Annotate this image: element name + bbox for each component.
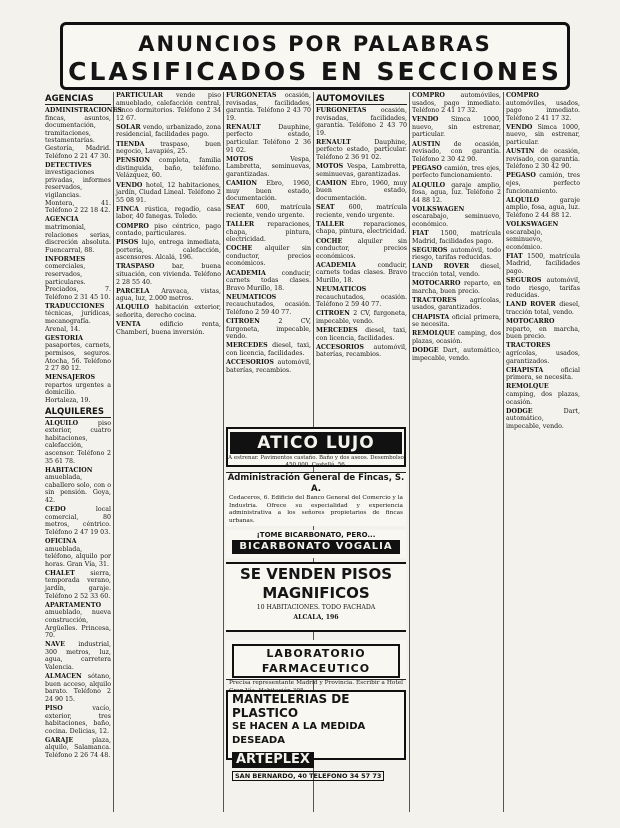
- classified-ad: [412, 116, 501, 139]
- column-1: [45, 92, 122, 812]
- classified-ad-keyword: ACADEMIA: [316, 261, 378, 269]
- column-rule: [113, 92, 114, 812]
- classified-ad-keyword: ALMACEN: [45, 673, 88, 681]
- classified-ad-text: diesel, taxi, con licencia, facilidades.: [316, 327, 407, 342]
- classified-ad: [412, 330, 501, 345]
- classified-ad: [506, 124, 580, 147]
- classified-ad: [45, 538, 111, 568]
- classified-ad-keyword: MERCEDES: [316, 327, 366, 335]
- column-3b: [316, 92, 407, 422]
- classified-ad: [45, 420, 111, 466]
- classified-ad-keyword: VENDO: [506, 123, 538, 131]
- display-ad-administracion: [226, 472, 406, 526]
- classified-ad-text: Simca 1000, nuevo, sin estrenar, particular.: [412, 116, 501, 139]
- ad-bicarbonato-top: ¡TOME BICARBONATO, PERO...: [256, 531, 376, 539]
- classified-ad-keyword: MOTOS: [226, 155, 291, 163]
- classified-ad: [45, 467, 111, 505]
- classified-ad-text: reparto, en marcha, buen precio.: [412, 280, 501, 295]
- classified-ad-keyword: TRASPASO: [116, 263, 172, 271]
- classified-ad-keyword: DODGE: [506, 407, 564, 415]
- classified-ad: [316, 180, 407, 203]
- classified-ad-keyword: TALLER: [316, 220, 364, 228]
- classified-ad: [412, 206, 501, 229]
- classified-ad: [45, 256, 111, 302]
- display-ad-atico: [226, 427, 406, 467]
- ad-list-agencias: [45, 107, 122, 405]
- classified-ad-text: reparaciones, chapa, pintura, electricidad.: [226, 221, 311, 244]
- classified-ad-keyword: COCHE: [226, 245, 265, 253]
- ad-manteleria-brand: ARTEPLEX: [232, 752, 314, 768]
- classified-ad-keyword: SOLAR: [116, 123, 143, 131]
- classified-ad-keyword: HABITACION: [45, 466, 93, 474]
- classified-ad-keyword: COMPRO: [116, 222, 155, 230]
- classified-ad-keyword: DODGE: [412, 346, 443, 354]
- masthead-line-2: CLASIFICADOS EN SECCIONES: [68, 57, 562, 86]
- classified-ad-text: reparto, en marcha, buen precio.: [506, 325, 580, 341]
- classified-ad: [316, 139, 407, 162]
- classified-ad-keyword: ACADEMIA: [226, 269, 282, 277]
- classified-ad-text: oficial primera, se necesita.: [506, 366, 580, 382]
- classified-ad: [45, 162, 111, 215]
- ad-list-column-3b: [316, 107, 407, 359]
- classified-ad: [412, 92, 501, 115]
- classified-ad: [412, 263, 501, 278]
- column-rule: [409, 92, 410, 812]
- classified-ad-keyword: PEGASO: [506, 172, 540, 180]
- classified-ad-keyword: GARAJE: [45, 736, 93, 744]
- classified-ad-text: Simca 1000, nuevo, sin estrenar, particular.: [506, 123, 580, 147]
- classified-ad-keyword: VOLKSWAGEN: [506, 221, 559, 228]
- classified-ad: [116, 304, 221, 319]
- classified-ad-keyword: CEDO: [45, 506, 96, 514]
- masthead: [60, 22, 570, 90]
- classified-ad: [316, 238, 407, 261]
- classified-ad-text: camping, dos plazas, ocasión.: [412, 330, 501, 345]
- classified-ad-text: escarabajo, seminuevo, económico.: [412, 213, 501, 228]
- classified-ad-keyword: COMPRO: [506, 92, 539, 99]
- classified-ad-text: garaje amplio, fosa, agua, luz. Teléfono 2 44 88 12.: [506, 196, 580, 219]
- classified-ad-text: recauchutados, ocasión. Teléfono 2 59 40 77.: [226, 301, 311, 317]
- classified-ad-text: automóvil, todo riesgo, tarifas reducidas.: [506, 277, 580, 300]
- classified-ad-text: amueblada, teléfono, alquilo por horas. Gran Vía, 31.: [45, 545, 111, 568]
- classified-ad-keyword: ALQUILO: [506, 196, 560, 204]
- classified-ad-keyword: VOLKSWAGEN: [412, 205, 465, 213]
- classified-ad-text: 600, matrícula reciente, vendo urgente.: [316, 204, 407, 219]
- classified-ad-keyword: CITROEN: [226, 318, 279, 326]
- classified-ad: [316, 327, 407, 342]
- ad-administracion-text: Cedaceros, 6. Edificio del Banco General del Comercio y la Industria. Ofrece su especialidad y experiencia administrativa a los señores propietarios de fincas urbanas.: [229, 495, 403, 524]
- classified-ad-text: Ebro, 1960, muy buen estado, documentación.: [226, 180, 311, 203]
- classified-ad-text: ocasión, revisadas, facilidades, garantía. Teléfono 2 43 70 19.: [316, 107, 407, 137]
- classified-ad-text: conducir, carnets todas clases. Bravo Murillo, 18.: [226, 269, 311, 292]
- ad-list-column-5: [506, 92, 580, 430]
- classified-ad: [116, 92, 221, 122]
- classified-ad-keyword: VENTA: [116, 321, 160, 329]
- classified-ad: [45, 673, 111, 703]
- classified-ad-text: piso exterior, cuatro habitaciones, calefacción, ascensor. Teléfono 2 35 61 78.: [45, 419, 111, 465]
- classified-ad-text: fincas, asuntos, documentación, tramitaciones, testamentarías. Gestoría, Madrid. Teléfono 2 21 47 30.: [45, 114, 111, 160]
- classified-ad-keyword: ACCESORIOS: [316, 343, 374, 351]
- classified-ad-text: diesel, taxi, con licencia, facilidades.: [226, 342, 311, 357]
- classified-ad: [506, 277, 580, 300]
- classified-ad-keyword: TALLER: [226, 221, 268, 228]
- ad-pisos-title-1: SE VENDEN PISOS: [239, 565, 393, 583]
- classified-ad: [116, 157, 221, 180]
- classified-ad-text: lujo, entrega inmediata, portería, calefacción, ascensores. Alcalá, 196.: [116, 239, 221, 262]
- classified-ad-keyword: MERCEDES: [226, 342, 273, 350]
- classified-ad: [116, 223, 221, 238]
- classified-ad: [412, 165, 501, 180]
- classified-ad-text: técnicas, jurídicas, mecanografía. Arenal, 14.: [45, 310, 111, 333]
- classified-ad: [45, 107, 122, 160]
- column-rule: [223, 92, 224, 812]
- classified-ad-text: diesel, tracción total, vendo.: [412, 263, 501, 279]
- classified-ad-text: amueblado, nueva construcción, Argüelles. Princesa, 70.: [45, 609, 111, 640]
- classified-ad-keyword: ALQUILO: [412, 181, 452, 189]
- classified-ad-text: plaza, alquilo, Salamanca. Teléfono 2 26 74 48.: [45, 736, 111, 759]
- ad-list-column-3: [226, 92, 311, 374]
- section-heading-alquileres: ALQUILERES: [45, 407, 111, 418]
- classified-ad-keyword: SEAT: [316, 204, 349, 212]
- classified-ad-text: de ocasión, revisado, con garantía. Teléfono 2 30 42 90.: [506, 148, 580, 171]
- ad-pisos-title-2: MAGNIFICOS: [262, 584, 370, 602]
- classified-ad-text: comerciales, reservados, particulares. Preciados, 7. Teléfono 2 31 45 10.: [45, 263, 111, 301]
- classified-ad: [116, 182, 221, 205]
- classified-ad-text: Dauphine, perfecto estado, particular. Teléfono 2 36 91 02.: [316, 138, 407, 162]
- classified-ad-text: Vespa, Lambretta, seminuevas, garantizadas.: [316, 163, 407, 178]
- classified-ad: [226, 180, 311, 203]
- classified-ad-keyword: PARCELA: [116, 287, 162, 295]
- ad-pisos-address: ALCALA, 196: [293, 614, 339, 621]
- classified-ad: [506, 367, 580, 382]
- classified-ad-keyword: DETECTIVES: [45, 161, 92, 169]
- classified-ad-text: amueblada, caballero solo, con o sin pensión. Goya, 42.: [45, 474, 111, 504]
- classified-ad-keyword: TRADUCCIONES: [45, 302, 105, 310]
- classified-ad-text: Dauphine, perfecto estado, particular. Teléfono 2 36 91 02.: [226, 123, 311, 154]
- classified-ad-keyword: ALQUILO: [45, 419, 98, 427]
- classified-ad: [316, 221, 407, 236]
- classified-ad-text: hotel, 12 habitaciones, jardín, Ciudad Lineal. Teléfono 2 55 08 91.: [116, 181, 221, 204]
- classified-ad-keyword: MOTOCARRO: [506, 318, 555, 326]
- classified-ad-keyword: LAND ROVER: [506, 301, 560, 309]
- classified-ad-keyword: TIENDA: [116, 140, 161, 148]
- classified-ad-text: automóvil, baterías, recambios.: [226, 359, 311, 374]
- classified-ad-keyword: FURGONETAS: [226, 92, 285, 99]
- classified-ad: [45, 374, 111, 404]
- classified-ad: [412, 280, 501, 295]
- column-4: [412, 92, 501, 812]
- classified-ad: [316, 107, 407, 137]
- ad-manteleria-tel: SAN BERNARDO, 40 TELEFONO 34 57 73: [232, 771, 384, 781]
- classified-ad-text: vendo, urbanizado, zona residencial, facilidades pago.: [116, 123, 221, 139]
- classified-ad-text: rústica, regadío, casa labor, 40 fanegas. Toledo.: [116, 205, 221, 221]
- classified-ad-text: automóviles, usados, pago inmediato. Teléfono 2 41 17 32.: [506, 99, 580, 122]
- classified-ad-text: repartos urgentes a domicilio. Hortaleza, 19.: [45, 381, 111, 404]
- classified-ad-text: habitación exterior, señorita, derecho cocina.: [116, 304, 222, 320]
- display-ad-bicarbonato: [226, 530, 406, 558]
- classified-ad-keyword: CHAPISTA: [412, 313, 452, 321]
- classified-ad: [45, 216, 111, 254]
- classified-ad: [45, 705, 111, 735]
- classified-ad-text: bar, buena situación, con vivienda. Teléfono 2 28 55 40.: [116, 263, 221, 286]
- classified-ad: [412, 347, 501, 362]
- classified-ad: [45, 303, 111, 333]
- classified-ad-keyword: OFICINA: [45, 537, 77, 545]
- classified-ad-keyword: ALQUILO: [116, 304, 156, 312]
- classified-ad: [45, 602, 111, 640]
- display-ad-manteleria: [226, 690, 406, 780]
- classified-ad: [412, 247, 501, 262]
- classified-ad-keyword: SEGUROS: [412, 246, 451, 254]
- classified-ad: [412, 297, 501, 312]
- classified-ad-text: completa, familia distinguida, baño, teléfono. Velázquez, 60.: [116, 157, 222, 180]
- ad-list-alquileres: [45, 420, 111, 760]
- classified-ad-keyword: TRACTORES: [412, 296, 470, 304]
- classified-ad-text: alquiler sin conductor, precios económicos.: [316, 237, 407, 260]
- classified-ad-keyword: NEUMATICOS: [316, 286, 367, 294]
- classified-ad-text: industrial, 300 metros, luz, agua, carretera Valencia.: [45, 641, 111, 671]
- classified-ad-text: local comercial, 80 metros, céntrico. Teléfono 2 47 19 03.: [45, 506, 111, 536]
- classified-ad: [116, 288, 221, 303]
- classified-ad-keyword: NEUMATICOS: [226, 293, 277, 301]
- classified-ad-keyword: NAVE: [45, 641, 79, 649]
- classified-ad: [412, 141, 501, 164]
- classified-ad: [316, 286, 407, 309]
- classified-ad-keyword: REMOLQUE: [506, 383, 549, 391]
- classified-ad: [226, 245, 311, 268]
- classified-ad: [226, 318, 311, 341]
- classified-ad: [226, 294, 311, 317]
- section-heading-agencias: AGENCIAS: [45, 94, 111, 105]
- classified-ad-keyword: CHAPISTA: [506, 366, 561, 374]
- classified-ad: [45, 737, 111, 760]
- classified-ad-text: Vespa, Lambretta, seminuevas, garantizadas.: [226, 155, 311, 178]
- classified-ad: [316, 204, 407, 219]
- classified-ad-keyword: ADMINISTRACIONES: [45, 107, 122, 114]
- masthead-line-1: ANUNCIOS POR PALABRAS: [138, 32, 492, 56]
- ad-list-column-4: [412, 92, 501, 362]
- classified-ad: [226, 270, 311, 293]
- classified-ad-keyword: AUSTIN: [506, 148, 541, 156]
- classified-ad-keyword: MOTOS: [316, 163, 348, 171]
- classified-ad-keyword: RENAULT: [316, 138, 375, 146]
- classified-ad: [116, 141, 221, 156]
- classified-ad-text: pasaportes, carnets, permisos, seguros. Atocha, 56. Teléfono 2 27 80 12.: [45, 342, 111, 373]
- classified-ad-text: 1500, matrícula Madrid, facilidades pago.: [506, 252, 580, 276]
- ad-atico-title: ATICO LUJO: [230, 432, 402, 454]
- classified-ad: [116, 239, 221, 262]
- classified-ad-keyword: INFORMES: [45, 255, 86, 263]
- classified-ad: [116, 263, 221, 286]
- display-ad-laboratorio: [226, 640, 406, 686]
- ad-atico-text: A estrenar. Pavimentos castaño. Baño y dos aseos. Desembolso 450.000. Castellá, 56.: [228, 455, 404, 468]
- classified-ad-text: camping, dos plazas, ocasión.: [506, 390, 580, 406]
- classified-ad-keyword: CHALET: [45, 569, 91, 577]
- classified-ad: [226, 204, 311, 219]
- classified-ad-text: ocasión, revisadas, facilidades, garantía. Teléfono 2 43 70 19.: [226, 92, 311, 122]
- column-rule: [503, 92, 504, 812]
- classified-ad: [506, 172, 580, 195]
- classified-ad-keyword: PISO: [45, 704, 93, 712]
- classified-ad: [116, 124, 221, 139]
- classified-ad: [506, 221, 580, 251]
- classified-ad-text: 600, matrícula reciente, vendo urgente.: [226, 204, 311, 219]
- classified-ad-text: Aravaca, vistas, agua, luz, 2.000 metros.: [116, 287, 222, 303]
- classified-ad-text: diesel, tracción total, vendo.: [506, 301, 580, 317]
- classified-ad-text: matrimonial, relaciones serias, discreción absoluta. Fuencarral, 88.: [45, 223, 111, 254]
- classified-ad: [226, 124, 311, 154]
- classified-ad-text: 1500, matrícula Madrid, facilidades pago.: [412, 230, 501, 245]
- classified-ad: [412, 314, 501, 329]
- classified-ad: [506, 383, 580, 406]
- classified-ad-text: 2 CV, furgoneta, impecable, vendo.: [226, 318, 312, 341]
- classified-ad-keyword: COCHE: [316, 237, 358, 245]
- classified-ad-text: sótano, buen acceso, alquilo barato. Teléfono 2 24 90 15.: [45, 673, 111, 703]
- classified-ad-keyword: FINCA: [116, 205, 145, 213]
- classified-ad-text: camión, tres ejes, perfecto funcionamiento.: [506, 172, 580, 195]
- ad-list-column-2: [116, 92, 221, 336]
- classified-ad-text: camión, tres ejes, perfecto funcionamiento.: [412, 164, 501, 180]
- classified-ad: [226, 156, 311, 179]
- classified-ad: [506, 408, 580, 431]
- classified-ad: [412, 230, 501, 245]
- classified-ad-text: alquiler sin conductor, precios económicos.: [226, 245, 311, 268]
- classified-ad: [506, 301, 580, 316]
- classified-ad: [506, 92, 580, 122]
- classified-ad-keyword: SEGUROS: [506, 277, 547, 285]
- classified-ad-text: edificio renta, Chamberí, buena inversión.: [116, 321, 221, 336]
- classified-ad: [506, 197, 580, 220]
- column-2: [116, 92, 221, 812]
- classified-ad: [226, 342, 311, 357]
- classified-ad-keyword: COMPRO: [412, 92, 461, 99]
- classified-ad-text: automóvil, todo riesgo, tarifas reducidas.: [412, 246, 501, 262]
- classified-ad-text: garaje amplio, fosa, agua, luz. Teléfono 2 44 88 12.: [412, 181, 501, 204]
- classified-ad-text: piso céntrico, pago contado, particulares.: [116, 222, 221, 238]
- classified-ad-text: agrícolas, usados, garantizados.: [506, 350, 580, 365]
- classified-ad-text: oficial primera, se necesita.: [412, 313, 501, 329]
- classified-ad-keyword: PISOS: [116, 239, 142, 247]
- classified-ad: [116, 321, 221, 336]
- column-5: [506, 92, 580, 812]
- classified-ad-keyword: CITROEN: [316, 310, 354, 318]
- classified-ad-text: recauchutados, ocasión. Teléfono 2 59 40 77.: [316, 293, 407, 309]
- ad-pisos-text: 10 HABITACIONES. TODO FACHADA: [256, 604, 376, 611]
- classified-ad-keyword: GESTORIA: [45, 334, 83, 342]
- classified-ad-text: vacío, exterior, tres habitaciones, baño, cocina. Delicias, 12.: [45, 704, 111, 735]
- classified-ad-keyword: AUSTIN: [412, 140, 454, 148]
- classified-ad-keyword: FIAT: [412, 230, 441, 238]
- classified-ad: [506, 318, 580, 341]
- classified-ad-text: Dart, automático, impecable, vendo.: [506, 407, 580, 430]
- classified-ad-keyword: VENDO: [116, 181, 146, 189]
- classified-ad: [316, 163, 407, 178]
- classified-ad: [116, 206, 221, 221]
- classified-ad-keyword: VENDO: [412, 116, 451, 124]
- classified-ad-keyword: MOTOCARRO: [412, 280, 465, 288]
- classified-ad-keyword: MENSAJEROS: [45, 374, 96, 382]
- classified-ad: [226, 221, 311, 244]
- classified-ad: [316, 262, 407, 285]
- classified-ad-keyword: ACCESORIOS: [226, 359, 278, 367]
- classified-ad: [45, 335, 111, 373]
- ad-bicarbonato-title: BICARBONATO VOGALIA: [232, 540, 400, 554]
- classified-ad-keyword: PEGASO: [412, 164, 445, 172]
- classified-ad-keyword: FURGONETAS: [316, 107, 381, 114]
- ad-manteleria-title: MANTELERIAS DE PLASTICO: [232, 692, 350, 720]
- classified-ad-text: automóvil, baterías, recambios.: [316, 343, 407, 359]
- classified-ad-text: de ocasión, revisado, con garantía. Teléfono 2 30 42 90.: [412, 140, 501, 163]
- classified-ad: [45, 570, 111, 600]
- classified-ad-text: escarabajo, seminuevo, económico.: [506, 228, 543, 251]
- classified-ad: [506, 253, 580, 276]
- classified-ad-keyword: PARTICULAR: [116, 92, 176, 99]
- classified-ad-keyword: SEAT: [226, 204, 256, 212]
- classified-ad-keyword: RENAULT: [226, 123, 279, 131]
- classified-ad: [226, 359, 311, 374]
- classified-ad-keyword: AGENCIA: [45, 216, 79, 224]
- section-heading-automoviles: AUTOMOVILES: [316, 94, 407, 105]
- classified-ad-keyword: REMOLQUE: [412, 330, 458, 338]
- display-ad-pisos: [226, 562, 406, 632]
- classified-ad: [45, 506, 111, 536]
- classified-ad: [45, 641, 111, 671]
- classified-ad-keyword: TRACTORES: [506, 342, 551, 350]
- classified-ad-keyword: CAMION: [316, 179, 351, 187]
- classified-ad: [316, 310, 407, 325]
- classified-ad: [506, 148, 580, 171]
- classified-ad-text: sierra, temporada verano, jardín, garaje. Teléfono 2 52 33 60.: [45, 569, 111, 600]
- ad-laboratorio-title: LABORATORIO FARMACEUTICO: [232, 644, 400, 678]
- classified-ad-text: Ebro, 1960, muy buen estado, documentación.: [316, 179, 408, 203]
- column-3: [226, 92, 311, 422]
- classified-ad-text: vende piso amueblado, calefacción central, cinco dormitorios. Teléfono 2 34 12 67.: [116, 92, 221, 122]
- ad-administracion-title: Administración General de Fincas, S. A.: [227, 473, 405, 494]
- ad-manteleria-subtitle: SE HACEN A LA MEDIDA DESEADA: [232, 721, 366, 746]
- classified-ad-keyword: APARTAMENTO: [45, 601, 102, 609]
- classified-ad-keyword: PENSION: [116, 157, 160, 165]
- classified-ad-text: automóviles, usados, pago inmediato. Teléfono 2 41 17 32.: [412, 92, 501, 115]
- classified-ad-text: Dart, automático, impecable, vendo.: [412, 346, 501, 362]
- classified-ad: [506, 342, 580, 365]
- classified-ad-keyword: FIAT: [506, 252, 528, 260]
- classified-ad-text: traspaso, buen negocio, Lavapiés, 25.: [116, 140, 221, 156]
- classified-ad-text: conducir, carnets todas clases. Bravo Murillo, 18.: [316, 261, 407, 284]
- classified-ad-text: 2 CV, furgoneta, impecable, vendo.: [316, 310, 407, 325]
- classified-ad: [226, 92, 311, 122]
- classified-ad: [316, 344, 407, 359]
- classified-ad-keyword: LAND ROVER: [412, 263, 481, 271]
- classified-ad-text: agrícolas, usados, garantizados.: [412, 296, 501, 312]
- classified-ad: [412, 182, 501, 205]
- classified-ad-text: investigaciones privadas, informes reservados, vigilancias. Montera, 41. Teléfono 2 22 18 42.: [45, 169, 111, 215]
- classified-ad-keyword: CAMION: [226, 180, 267, 188]
- classified-ad-text: reparaciones, chapa, pintura, electricidad.: [316, 220, 407, 236]
- ad-laboratorio-text: Precisa representante Madrid y Provincia. Escribir a Hotel: [229, 680, 403, 686]
